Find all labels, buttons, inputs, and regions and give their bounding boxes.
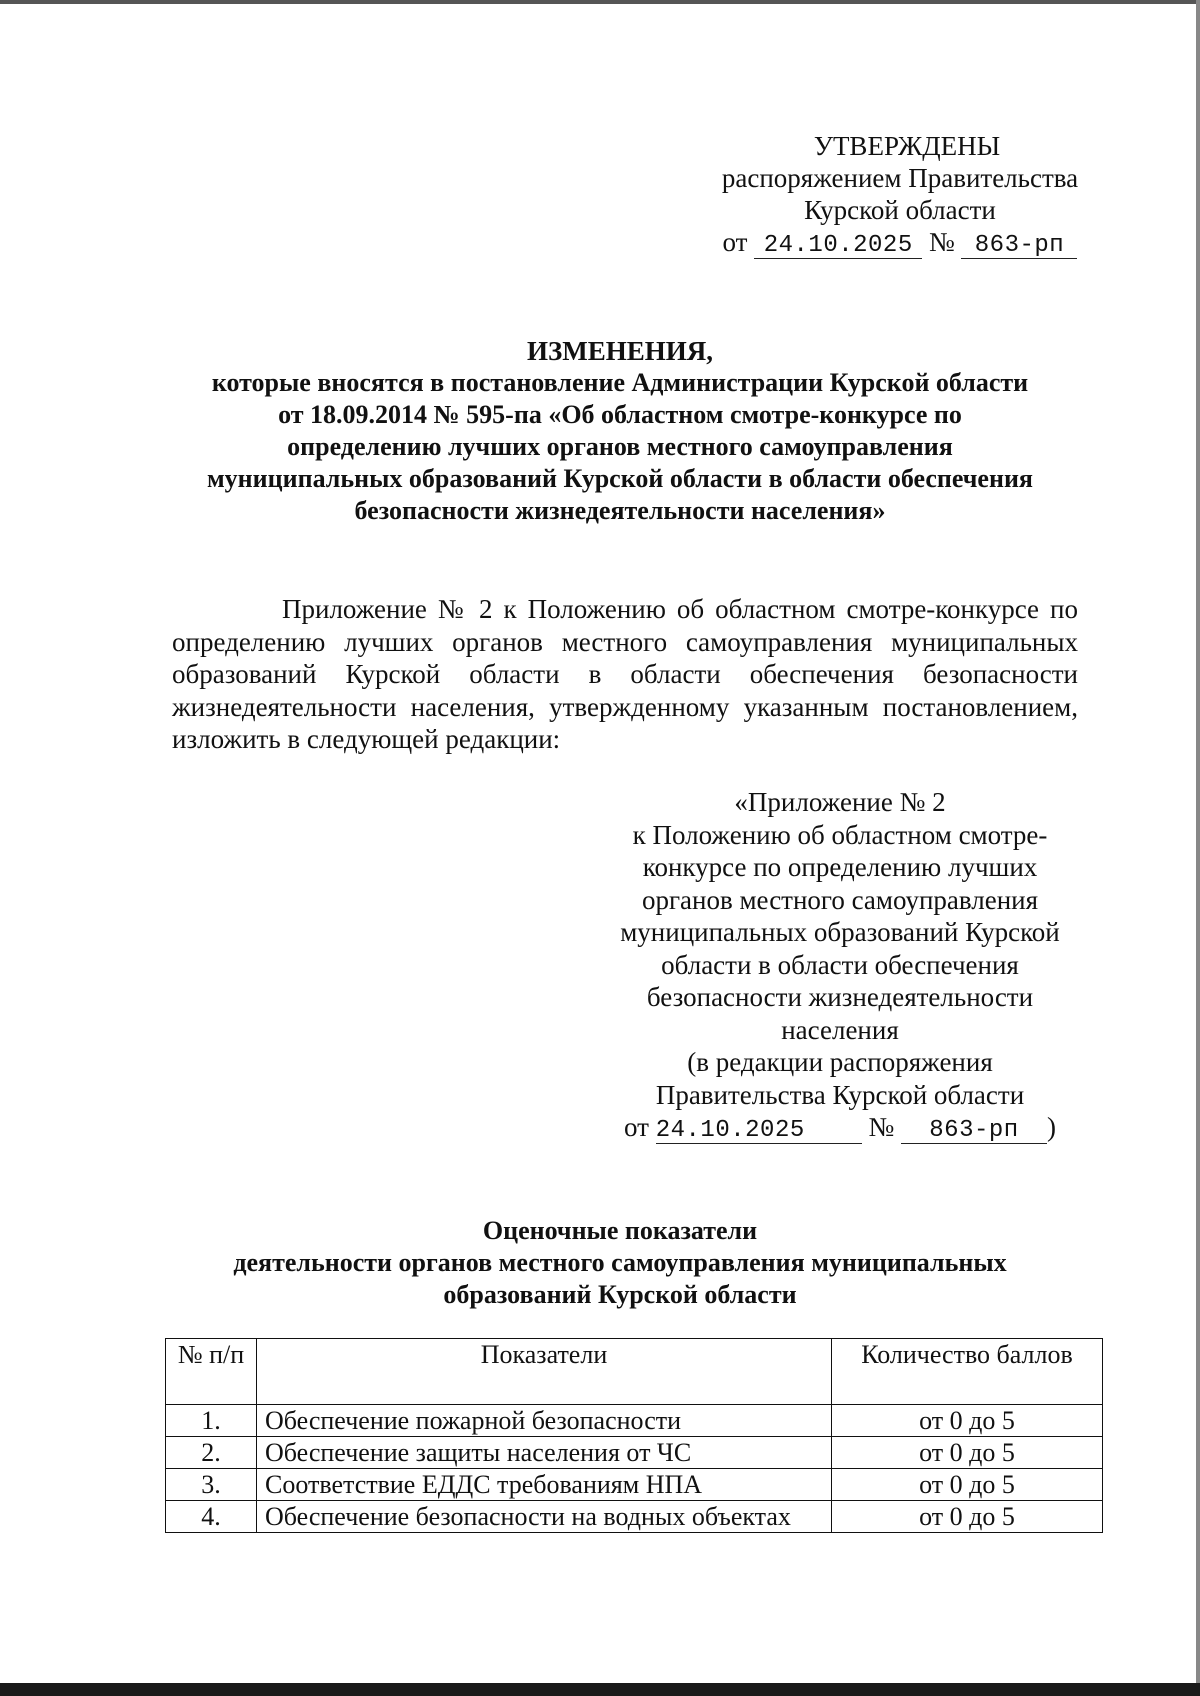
row-num: 1. <box>166 1405 257 1437</box>
row-indicator: Обеспечение защиты населения от ЧС <box>257 1437 832 1469</box>
table-title-line: деятельности органов местного самоуправления муниципальных <box>233 1248 1007 1277</box>
appendix-date: 24.10.2025 <box>656 1119 862 1144</box>
approval-heading: УТВЕРЖДЕНЫ <box>813 131 1001 161</box>
row-indicator: Соответствие ЕДДС требованиям НПА <box>257 1469 832 1501</box>
table-header-row <box>166 1339 1103 1405</box>
row-score: от 0 до 5 <box>832 1437 1103 1469</box>
scan-edge-bottom <box>0 1683 1200 1696</box>
header-score: Количество баллов <box>832 1339 1103 1405</box>
appendix-line: конкурсе по определению лучших <box>642 852 1038 882</box>
appendix-line: муниципальных образований Курской <box>620 917 1060 947</box>
approval-block <box>690 130 1110 259</box>
table-row <box>166 1437 1103 1469</box>
header-indicator: Показатели <box>257 1339 832 1405</box>
appendix-line: области в области обеспечения <box>661 949 1019 980</box>
title-line: муниципальных образований Курской области в области обеспечения <box>206 464 1034 493</box>
appendix-line: Правительства Курской области <box>655 1079 1025 1110</box>
changes-title <box>160 335 1080 527</box>
title-line: которые вносятся в постановление Администрации Курской области <box>211 368 1029 397</box>
page-title: ИЗМЕНЕНИЯ, <box>526 336 713 366</box>
table-row <box>166 1501 1103 1533</box>
table-title <box>160 1215 1080 1311</box>
scan-edge-top <box>0 0 1200 4</box>
appendix-line: (в редакции распоряжения <box>687 1047 993 1077</box>
appendix-line: органов местного самоуправления <box>641 884 1039 915</box>
appendix-number: 863-рп <box>901 1119 1047 1144</box>
header-num: № п/п <box>166 1339 257 1405</box>
number-label: № <box>868 1112 895 1142</box>
row-score: от 0 до 5 <box>832 1405 1103 1437</box>
paragraph-text: Приложение № 2 к Положению об областном смотре-конкурсе по определению лучших органов местного самоуправления муниципальных образований Курской области в области обеспечения безопасности жизнедеятельности населения, утвержденному указанным постановлением, изложить в следующей редакции: <box>172 594 1078 754</box>
appendix-block <box>600 786 1080 1144</box>
row-num: 2. <box>166 1437 257 1469</box>
indicators-table <box>165 1338 1103 1533</box>
from-label: от <box>722 227 748 257</box>
scan-edge-right <box>1196 0 1200 1696</box>
from-label: от <box>624 1112 649 1142</box>
approval-date-line <box>690 226 1110 259</box>
row-indicator: Обеспечение безопасности на водных объектах <box>257 1501 832 1533</box>
approval-line: Курской области <box>804 195 996 225</box>
approval-line: распоряжением Правительства <box>721 163 1079 193</box>
closing-paren: ) <box>1046 1112 1056 1142</box>
appendix-line: к Положению об областном смотре- <box>632 819 1048 850</box>
title-line: от 18.09.2014 № 595-па «Об областном смотре-конкурсе по <box>278 400 962 429</box>
table-title-line: образований Курской области <box>443 1280 797 1309</box>
number-label: № <box>928 227 955 257</box>
row-indicator: Обеспечение пожарной безопасности <box>257 1405 832 1437</box>
approval-number: 863-рп <box>961 234 1077 259</box>
title-line: определению лучших органов местного самоуправления <box>287 432 953 461</box>
row-num: 4. <box>166 1501 257 1533</box>
appendix-date-line <box>600 1111 1080 1144</box>
table-row <box>166 1405 1103 1437</box>
body-paragraph <box>172 593 1078 756</box>
title-line: безопасности жизнедеятельности населения» <box>354 496 886 525</box>
appendix-line: «Приложение № 2 <box>734 787 946 817</box>
appendix-line: населения <box>781 1014 899 1045</box>
table-row <box>166 1469 1103 1501</box>
appendix-line: безопасности жизнедеятельности <box>646 982 1034 1012</box>
row-score: от 0 до 5 <box>832 1469 1103 1501</box>
row-num: 3. <box>166 1469 257 1501</box>
approval-date: 24.10.2025 <box>754 234 922 259</box>
row-score: от 0 до 5 <box>832 1501 1103 1533</box>
table-title-line: Оценочные показатели <box>482 1216 758 1245</box>
